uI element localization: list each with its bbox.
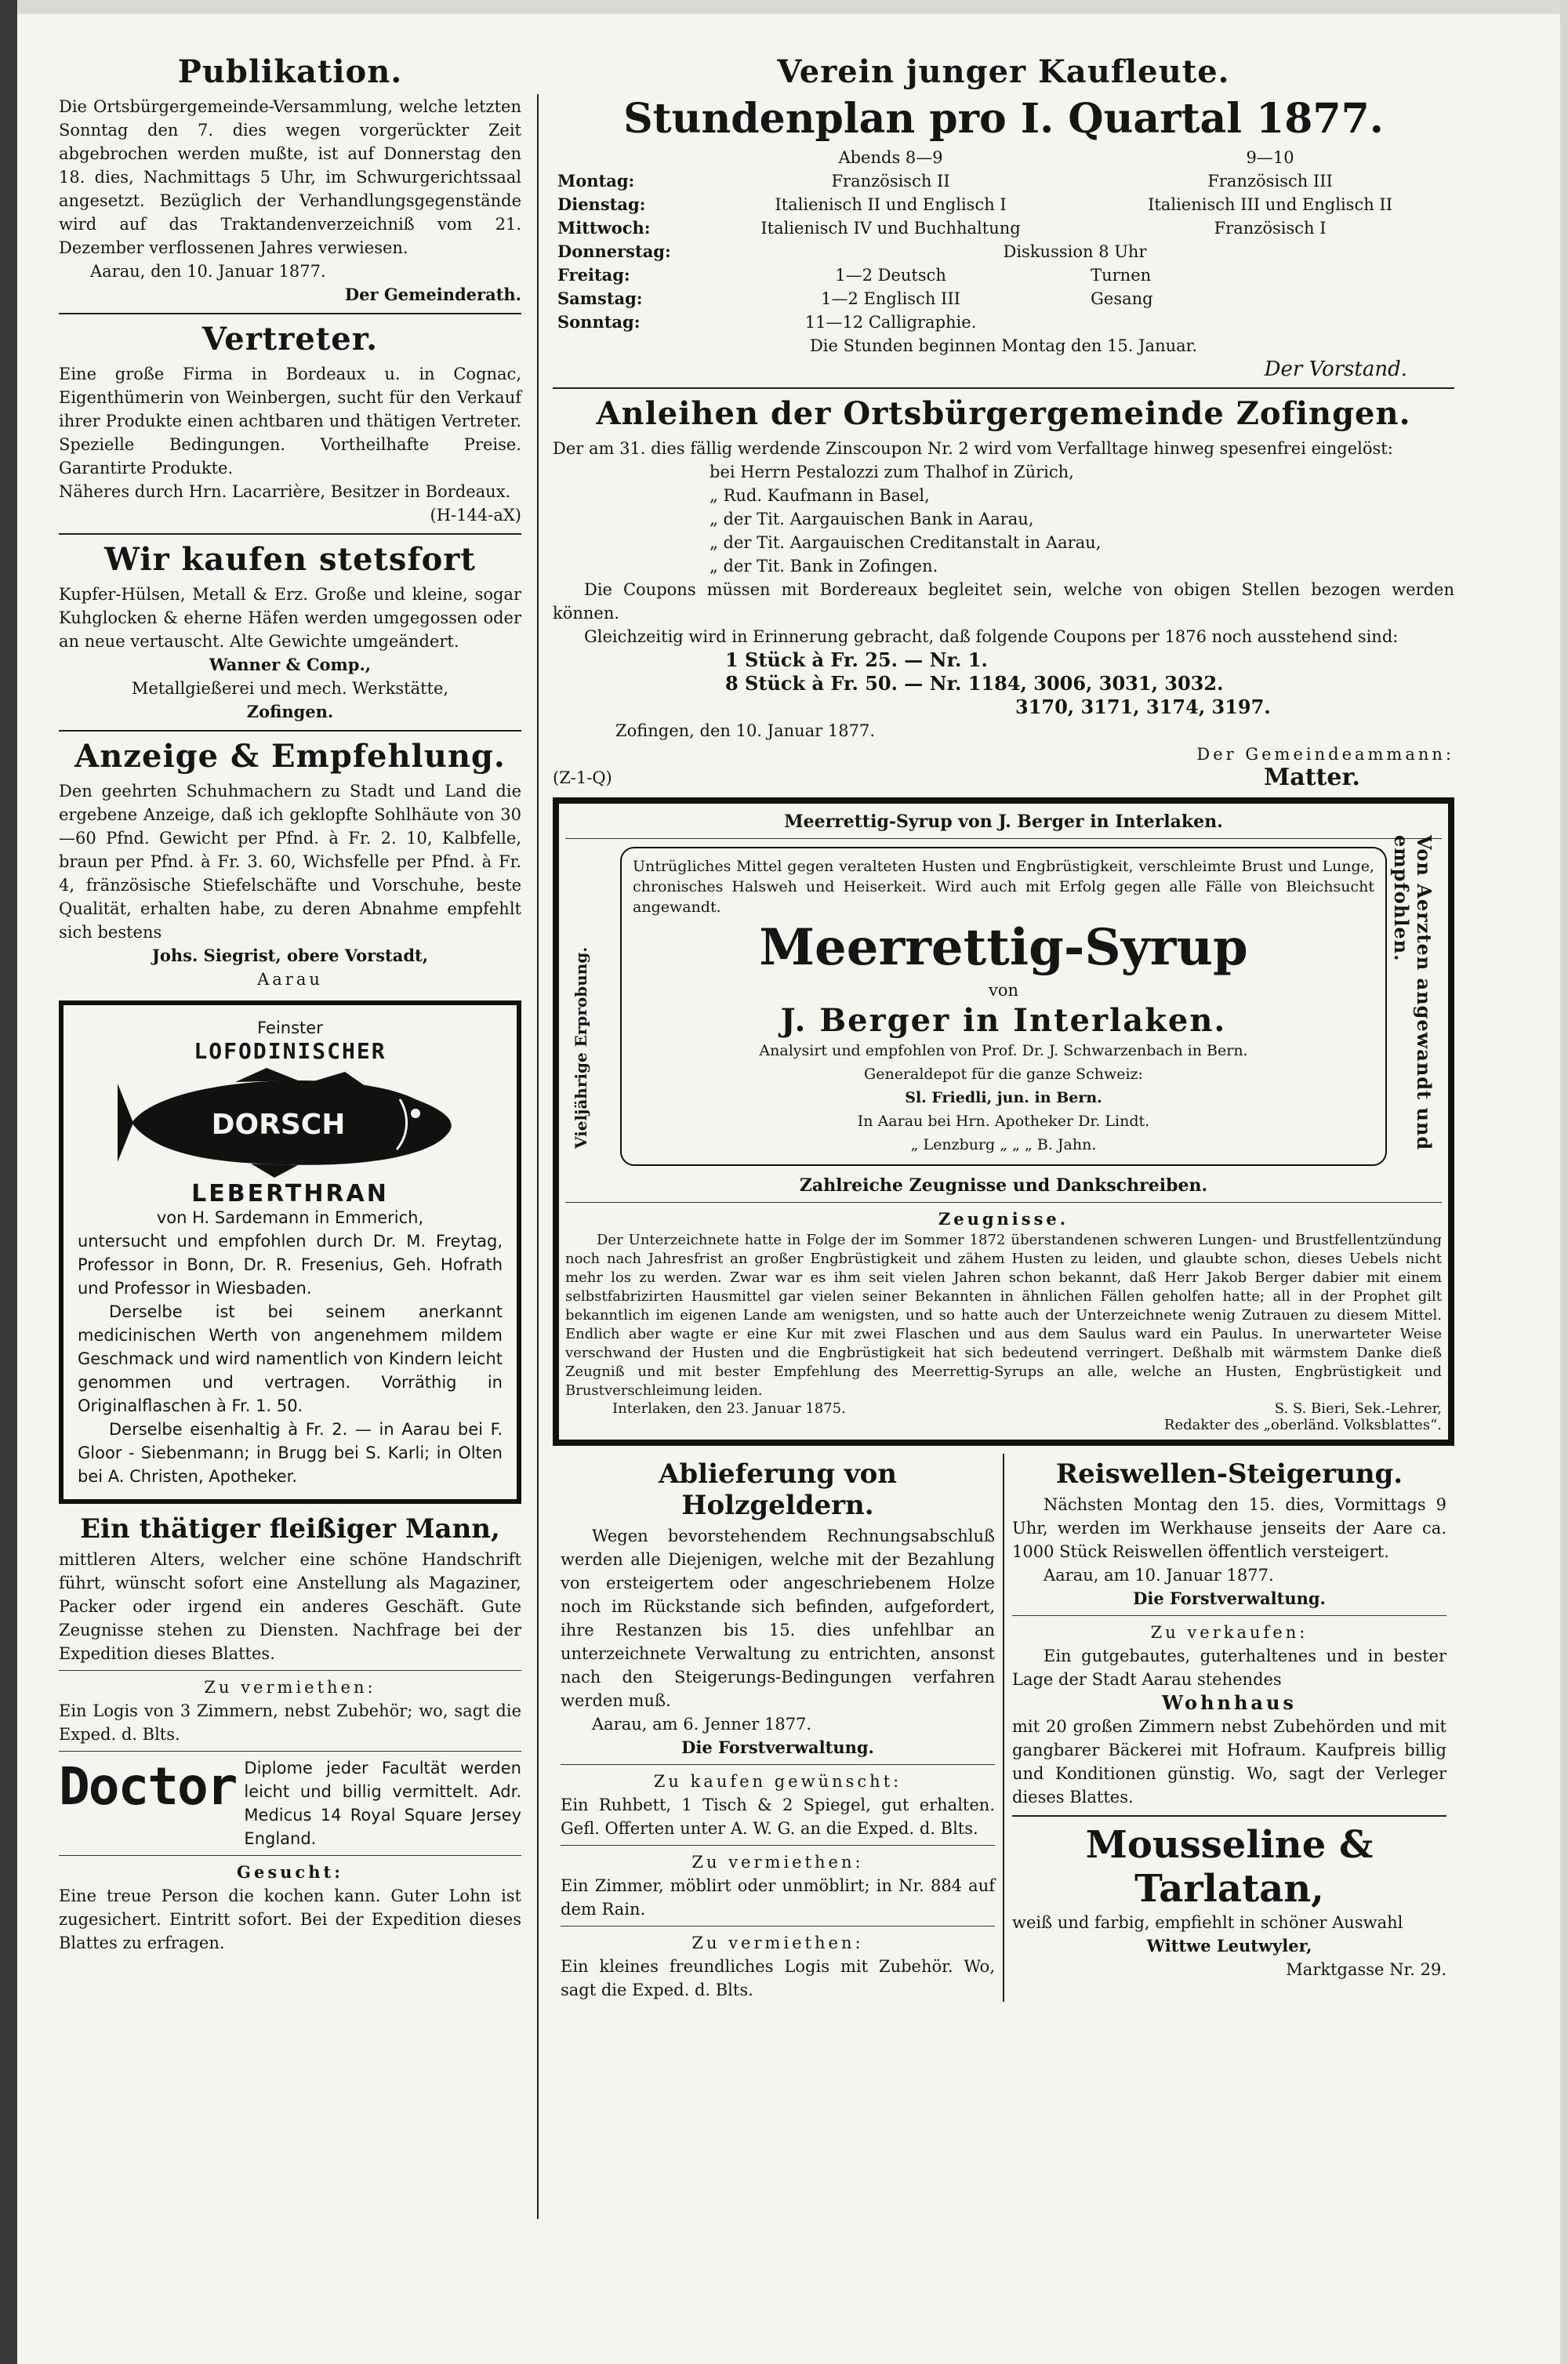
separator (59, 533, 521, 535)
meer-right-vertical: Von Aerzten angewandt und empfohlen. (1390, 835, 1436, 1151)
separator (1012, 1815, 1446, 1817)
vermiethen3-body: Ein kleines freundliches Logis mit Zubehör. Wo, sagt die Exped. d. Blts. (561, 1957, 995, 1999)
fish-label: DORSCH (211, 1109, 346, 1141)
meer-aarau: In Aarau bei Hrn. Apotheker Dr. Lindt. (857, 1113, 1150, 1130)
kaufen-place: Zofingen. (246, 702, 334, 721)
kaufen-body: Kupfer-Hülsen, Metall & Erz. Große und kleine, sogar Kuhglocken & eherne Häfen werden umgegossen oder an neue vertauscht. Alte Gewichte umgeändert. (59, 585, 521, 651)
schedule-day: Montag: (557, 171, 635, 191)
schedule-b: Französisch I (1214, 219, 1327, 238)
anleihen-line2: 8 Stück à Fr. 50. — Nr. 1184, 3006, 3031, 3032. (725, 672, 1224, 695)
dorsch-line1: Feinster (257, 1019, 323, 1037)
list-item: „ der Tit. Aargauischen Creditanstalt in Aarau, (710, 533, 1102, 552)
table-row (553, 310, 1454, 334)
anleihen-footer (553, 766, 1454, 790)
schedule-table (553, 146, 1454, 334)
gesucht-title: Gesucht: (237, 1862, 343, 1882)
separator (561, 1845, 995, 1846)
verkaufen-body1: Ein gutgebautes, guterhaltenes und in bester Lage der Stadt Aarau stehendes (1012, 1647, 1446, 1689)
anzeige-title: Anzeige & Empfehlung. (74, 738, 506, 775)
meer-product: Meerrettig-Syrup (759, 918, 1248, 977)
schedule-day: Dienstag: (557, 194, 646, 214)
newspaper-page (35, 47, 1525, 2321)
vertreter-code: (H-144-aX) (430, 506, 521, 525)
ad-doctor (59, 1756, 521, 1850)
mann-body: mittleren Alters, welcher eine schöne Handschrift führt, wünscht sofort eine Anstellung als Magaziner, Packer oder irgend ein anderes Geschäft. Gute Zeugnisse stehen zu Diensten. Nachfrage bei der Expedition dieses Blattes. (59, 1550, 521, 1663)
anleihen-coupons: Die Coupons müssen mit Bordereaux begleitet sein, welche von obigen Stellen bezogen werden können. (553, 580, 1454, 623)
publikation-signature: Der Gemeinderath. (344, 285, 521, 304)
dorsch-body3: Derselbe eisenhaltig à Fr. 2. — in Aarau bei F. Gloor - Siebenmann; in Brugg bei S. Karli; in Olten bei A. Christen, Apotheker. (78, 1420, 503, 1486)
ad-holzgelder (561, 1458, 995, 1759)
ad-vermiethen-1 (59, 1676, 521, 1746)
ad-kaufen (59, 541, 521, 724)
vermiethen1-body: Ein Logis von 3 Zimmern, nebst Zubehör; wo, sagt die Exped. d. Blts. (59, 1701, 521, 1744)
schedule-day: Donnerstag: (557, 241, 671, 261)
mousseline-body: weiß und farbig, empfiehlt in schöner Auswahl (1012, 1913, 1403, 1932)
meer-zeugnis: Der Unterzeichnete hatte in Folge der im Sommer 1872 überstandenen schweren Lungen- und Brustfellentzündung noch nach Jahresfrist an großer Engbrüstigkeit und zähem Husten zu leiden, und glaubte schon, dieses Uebels nicht mehr los zu werden. Zwar war es ihm seit vielen Jahren schon bekannt, daß Herr Jakob Berger dabier mit einem selbstfabrizirten Hausmittel gar vielen seiner Bekannten in ähnlichen Fällen geholfen hatte; all in der Prophet gilt bekanntlich im eigenen Lande am wenigsten, und so hatte auch der Unterzeichnete wenig Zutrauen zu diesem Mittel. Endlich aber wagte er eine Kur mit zwei Flaschen und aus dem Saulus ward ein Paulus. In unerwarteter Weise verschwand der Husten und die Engbrüstigkeit hat sich bedeutend verringert. Deßhalb mit wärmstem Danke dieß Zeugniß und mit bester Empfehlung des Meerrettig-Syrups an alle, welche an Husten, Engbrüstigkeit und Brustverschleimung leiden. (565, 1232, 1442, 1399)
anleihen-line3: 3170, 3171, 3174, 3197. (1015, 695, 1271, 718)
holzgelder-title: Ablieferung von Holzgeldern. (659, 1458, 897, 1521)
separator (59, 313, 521, 314)
meer-zeugnisse-title: Zeugnisse. (938, 1209, 1069, 1229)
vermiethen2-title: Zu vermiethen: (691, 1853, 864, 1872)
page-right-edge (1560, 0, 1568, 2364)
list-item: „ Rud. Kaufmann in Basel, (710, 486, 930, 505)
anzeige-signature: Johs. Siegrist, obere Vorstadt, (151, 946, 429, 965)
left-column (59, 47, 521, 1955)
separator (59, 1855, 521, 1856)
ad-verein (553, 53, 1454, 381)
schedule-a: Italienisch IV und Buchhaltung (760, 219, 1021, 238)
separator (561, 1764, 995, 1765)
meer-testimonials: Zahlreiche Zeugnisse und Dankschreiben. (799, 1175, 1208, 1196)
ad-kaufen-gewuenscht (561, 1770, 995, 1840)
mousseline-title: Mousseline & Tarlatan, (1085, 1823, 1374, 1911)
holzgelder-body: Wegen bevorstehendem Rechnungsabschluß werden alle Diejenigen, welche mit der Bezahlung von ersteigertem oder angeschriebenem Holze noch im Rückstande sich befinden, aufgefordert, ihre Restanzen bis 15. dies unfehlbar an unterzeichnete Verwaltung zu entrichten, ansonst nach den Steigerungs-Bedingungen verfahren werden muß. (561, 1527, 995, 1710)
publikation-date: Aarau, den 10. Januar 1877. (90, 262, 326, 281)
schedule-day: Samstag: (557, 289, 643, 308)
dorsch-body1: untersucht und empfohlen durch Dr. M. Freytag, Professor in Bonn, Dr. R. Fresenius, Geh. Hofrath und Professor in Wiesbaden. (78, 1232, 503, 1298)
vermiethen3-title: Zu vermiethen: (691, 1934, 864, 1952)
ad-publikation (59, 53, 521, 307)
vermiethen1-title: Zu vermiethen: (204, 1678, 376, 1697)
table-row (553, 216, 1454, 240)
ad-anzeige (59, 738, 521, 991)
anleihen-signer: Matter. (1264, 764, 1360, 791)
anzeige-place: Aarau (257, 970, 323, 989)
separator (553, 387, 1454, 389)
ad-dorsch (59, 1000, 521, 1504)
gesucht-body: Eine treue Person die kochen kann. Guter Lohn ist zugesichert. Eintritt sofort. Bei der Expedition dieses Blattes zu erfragen. (59, 1886, 521, 1952)
verein-subtitle: Stundenplan pro I. Quartal 1877. (623, 95, 1384, 143)
ad-meerrettig (553, 797, 1454, 1446)
ad-reiswellen (1012, 1458, 1446, 1610)
anleihen-code: (Z-1-Q) (553, 768, 612, 787)
schedule-b: Gesang (1091, 289, 1153, 308)
doctor-body: Diplome jeder Facultät werden leicht und billig vermittelt. Adr. Medicus 14 Royal Square Jersey England. (244, 1759, 521, 1848)
dorsch-line3: LEBERTHRAN (191, 1180, 389, 1207)
fish-illustration (118, 1068, 463, 1178)
meer-von: von (988, 981, 1019, 1000)
list-item: bei Herrn Pestalozzi zum Thalhof in Zürich, (710, 463, 1074, 481)
ad-vermiethen-2 (561, 1850, 995, 1921)
meer-analysed: Analysirt und empfohlen von Prof. Dr. J. Schwarzenbach in Bern. (759, 1042, 1248, 1059)
meer-inner-frame (620, 847, 1387, 1166)
reiswellen-title: Reiswellen-Steigerung. (1055, 1458, 1403, 1490)
separator (1012, 1615, 1446, 1616)
vertreter-body: Eine große Firma in Bordeaux u. in Cognac, Eigenthümerin von Weinbergen, sucht für den Verkauf ihrer Produkte einen achtbaren und thätigen Vertreter. Spezielle Bedingungen. Vortheilhafte Preise. Garantirte Produkte. (59, 365, 521, 478)
page-top-band (0, 0, 1568, 14)
meer-signer-role: Redakter des „oberländ. Volksblattes“. (1163, 1417, 1442, 1433)
anleihen-title: Anleihen der Ortsbürgergemeinde Zofingen. (596, 395, 1411, 432)
schedule-a: 1—2 Englisch III (821, 289, 960, 308)
schedule-a: Diskussion 8 Uhr (1003, 242, 1147, 261)
verein-title: Verein junger Kaufleute. (777, 53, 1230, 90)
schedule-day: Sonntag: (557, 312, 641, 332)
schedule-a: 1—2 Deutsch (835, 266, 946, 285)
table-row (553, 263, 1454, 287)
vertreter-title: Vertreter. (201, 321, 379, 358)
meer-signer: S. S. Bieri, Sek.-Lehrer, (1274, 1400, 1442, 1417)
schedule-day: Freitag: (557, 265, 630, 285)
vertreter-contact: Näheres durch Hrn. Lacarrière, Besitzer in Bordeaux. (59, 482, 511, 501)
verkaufen-title: Zu verkaufen: (1150, 1623, 1308, 1642)
right-column (553, 47, 1454, 2002)
ad-mann (59, 1513, 521, 1665)
meer-lenzburg: „ Lenzburg „ „ „ B. Jahn. (910, 1136, 1097, 1153)
ad-verkaufen (1012, 1621, 1446, 1809)
mousseline-address: Marktgasse Nr. 29. (1286, 1960, 1446, 1979)
reiswellen-date: Aarau, am 10. Januar 1877. (1044, 1566, 1274, 1585)
meer-left-vertical: Vieljährige Erprobung. (572, 946, 590, 1149)
verkaufen-body2: mit 20 großen Zimmern nebst Zubehörden und mit gangbarer Bäckerei mit Hofraum. Kaufpreis billig und Konditionen günstig. Wo, sagt der Verleger dieses Blattes. (1012, 1717, 1446, 1807)
column-divider (537, 94, 539, 2219)
dorsch-line2: LOFODINISCHER (194, 1038, 387, 1064)
dorsch-maker: von H. Sardemann in Emmerich, (156, 1208, 424, 1227)
holzgelder-date: Aarau, am 6. Jenner 1877. (592, 1715, 812, 1734)
mann-title: Ein thätiger fleißiger Mann, (80, 1513, 500, 1545)
ad-anleihen (553, 395, 1454, 790)
verein-signature: Der Vorstand. (1264, 358, 1407, 381)
reiswellen-signature: Die Forstverwaltung. (1133, 1589, 1326, 1608)
separator (565, 1202, 1442, 1203)
schedule-col1: Abends 8—9 (838, 148, 943, 167)
list-item: „ der Tit. Aargauischen Bank in Aarau, (710, 510, 1034, 528)
verkaufen-item: Wohnhaus (1162, 1691, 1297, 1714)
bottom-split (553, 1454, 1454, 2002)
meer-depot: Generaldepot für die ganze Schweiz: (864, 1066, 1143, 1083)
kaufen-title: Wir kaufen stetsfort (104, 541, 476, 578)
kaufen-firm-desc: Metallgießerei und mech. Werkstätte, (131, 679, 449, 698)
schedule-col2: 9—10 (1246, 148, 1294, 167)
publikation-body: Die Ortsbürgergemeinde-Versammlung, welche letzten Sonntag den 7. dies wegen vorgerückter Zeit abgebrochen werden mußte, ist auf Donnerstag den 18. dies, Nachmittags 5 Uhr, im Schwurgerichtssaal angesetzt. Bezüglich der Verhandlungsgegenstände wird auf das Traktandenverzeichniß vom 21. Dezember verflossenen Jahres verwiesen. (59, 97, 521, 257)
schedule-b: Italienisch III und Englisch II (1148, 195, 1392, 214)
schedule-a: Französisch II (831, 172, 950, 191)
schedule-b (1086, 310, 1454, 334)
schedule-a: 11—12 Calligraphie. (804, 313, 977, 332)
schedule-b: Turnen (1091, 266, 1152, 285)
schedule-b: Französisch III (1207, 172, 1333, 191)
separator (565, 838, 1442, 839)
meer-depot-name: Sl. Friedli, jun. in Bern. (905, 1089, 1102, 1106)
verein-note: Die Stunden beginnen Montag den 15. Januar. (809, 336, 1198, 355)
separator (59, 730, 521, 732)
table-row (553, 193, 1454, 216)
anleihen-intro: Der am 31. dies fällig werdende Zinscoupon Nr. 2 wird vom Verfalltage hinweg spesenfrei eingelöst: (553, 439, 1393, 458)
ad-mousseline (1012, 1823, 1446, 1981)
bottom-right (1004, 1454, 1454, 2002)
meer-maker: J. Berger in Interlaken. (780, 1002, 1227, 1039)
meer-place-date: Interlaken, den 23. Januar 1875. (612, 1400, 846, 1417)
schedule-day: Mittwoch: (557, 218, 651, 238)
table-row (553, 169, 1454, 193)
anleihen-places (553, 460, 1454, 578)
anleihen-date: Zofingen, den 10. Januar 1877. (615, 721, 875, 740)
separator (59, 1751, 521, 1752)
ad-gesucht (59, 1861, 521, 1955)
table-row (553, 240, 1454, 263)
publikation-title: Publikation. (177, 53, 403, 90)
schedule-header (553, 146, 1454, 169)
meer-signer-block (1164, 1400, 1442, 1433)
ad-vermiethen-3 (561, 1931, 995, 2002)
separator (59, 1670, 521, 1671)
schedule-a: Italienisch II und Englisch I (775, 195, 1007, 214)
meer-intro: Untrügliches Mittel gegen veralteten Husten und Engbrüstigkeit, verschleimte Brust und Lunge, chronisches Halsweh und Heiserkeit. Wird auch mit Erfolg gegen alle Fälle von Bleichsucht angewandt. (633, 858, 1374, 916)
binding-edge (0, 0, 17, 2364)
anleihen-reminder: Gleichzeitig wird in Erinnerung gebracht, daß folgende Coupons per 1876 noch ausstehend sind: (584, 627, 1399, 646)
reiswellen-body: Nächsten Montag den 15. dies, Vormittags 9 Uhr, werden im Werkhause jenseits der Aare ca. 1000 Stück Reiswellen öffentlich versteigert. (1012, 1495, 1446, 1561)
vermiethen2-body: Ein Zimmer, möblirt oder unmöblirt; in Nr. 884 auf dem Rain. (561, 1876, 995, 1919)
anleihen-line1: 1 Stück à Fr. 25. — Nr. 1. (725, 648, 988, 671)
anleihen-signer-title: Der Gemeindeammann: (1196, 745, 1454, 764)
bottom-left (553, 1454, 1003, 2002)
doctor-word: Doctor (59, 1756, 237, 1817)
meer-header: Meerrettig-Syrup von J. Berger in Interlaken. (784, 812, 1223, 832)
table-row (553, 287, 1454, 310)
list-item: „ der Tit. Bank in Zofingen. (710, 557, 938, 576)
kaufen-firm: Wanner & Comp., (209, 655, 372, 674)
kaufen-gewuenscht-body: Ein Ruhbett, 1 Tisch & 2 Spiegel, gut erhalten. Gefl. Offerten unter A. W. G. an die Exped. d. Blts. (561, 1796, 995, 1838)
holzgelder-signature: Die Forstverwaltung. (681, 1738, 874, 1757)
meer-sign-row (565, 1400, 1442, 1433)
kaufen-gewuenscht-title: Zu kaufen gewünscht: (653, 1772, 902, 1791)
dorsch-body2: Derselbe ist bei seinem anerkannt medicinischen Werth von angenehmem mildem Geschmack und wird namentlich von Kindern leicht genommen und vertragen. Vorräthig in Originalflaschen à Fr. 1. 50. (78, 1302, 503, 1415)
anzeige-body: Den geehrten Schuhmachern zu Stadt und Land die ergebene Anzeige, daß ich geklopfte Sohlhäute von 30—60 Pfnd. Gewicht per Pfnd. à Fr. 2. 10, Kalbfelle, braun per Pfnd. à Fr. 3. 60, Wichsfelle per Pfnd. à Fr. 4, fränzösische Stiefelschäfte und Vorschuhe, beste Qualität, erhalten habe, zu deren Abnahme empfehlt sich bestens (59, 782, 521, 942)
ad-vertreter (59, 321, 521, 527)
mousseline-signature: Wittwe Leutwyler, (1146, 1936, 1312, 1955)
